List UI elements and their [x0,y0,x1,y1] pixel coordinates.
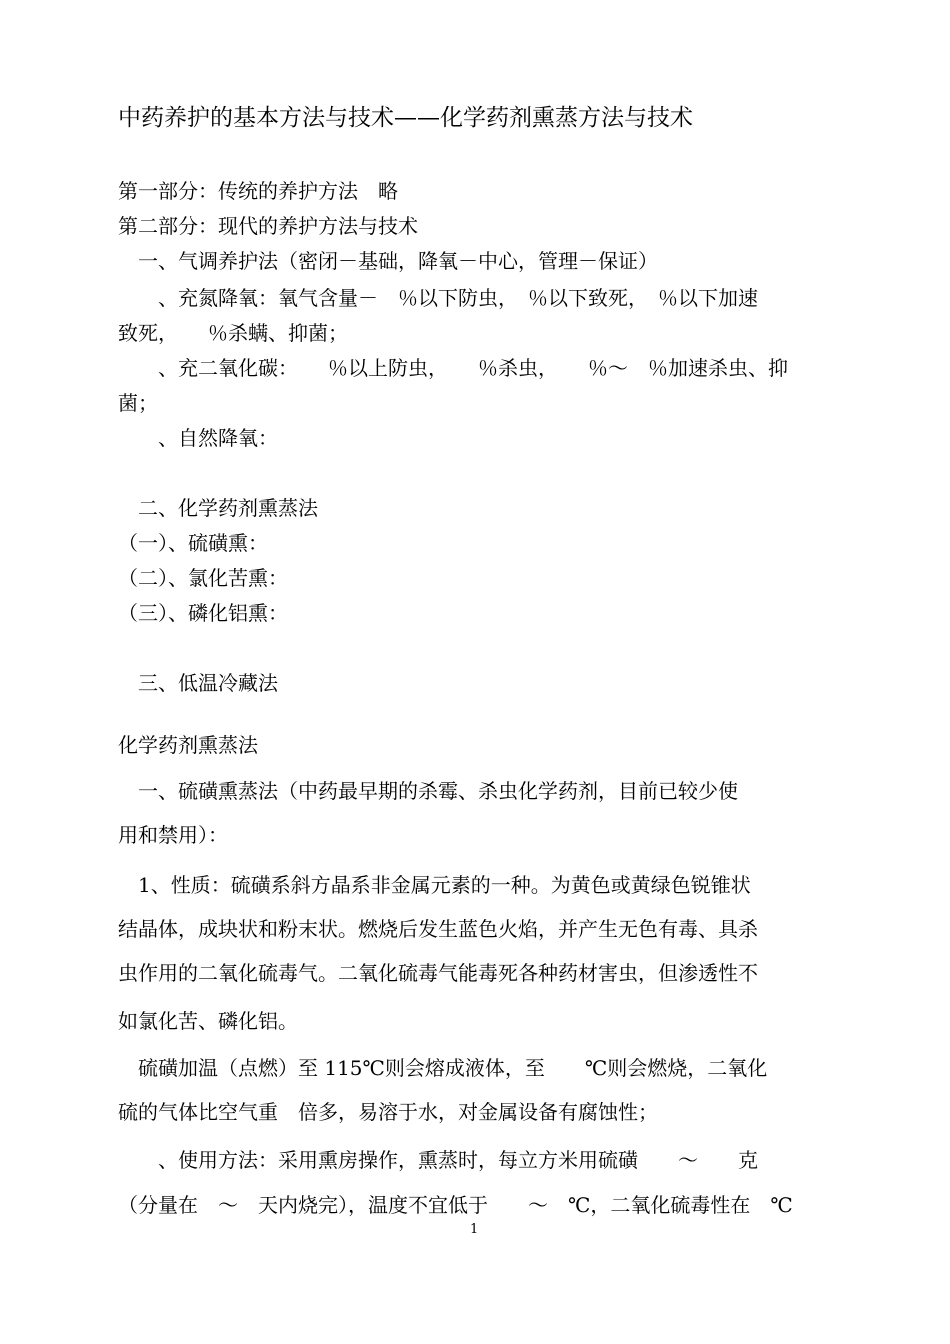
document-title: 中药养护的基本方法与技术——化学药剂熏蒸方法与技术 [118,105,693,131]
paragraph-line-heating-2: 硫的气体比空气重 倍多，易溶于水，对金属设备有腐蚀性； [118,1100,658,1124]
section-heading-chemical-fumigation: 化学药剂熏蒸法 [118,733,258,757]
text-line-controlled-atmosphere: 一、气调养护法（密闭－基础，降氧－中心，管理－保证） [118,249,658,273]
paragraph-line-usage-1: 、使用方法：采用熏房操作，熏蒸时，每立方米用硫磺 ～ 克 [118,1148,758,1172]
text-line-aluminum-phosphide: （三）、磷化铝熏： [118,601,288,625]
text-line-part-one: 第一部分：传统的养护方法 略 [118,179,398,203]
text-line-chloropicrin: （二）、氯化苦熏： [118,566,288,590]
text-line-cold-storage: 三、低温冷藏法 [118,671,278,695]
text-line-nitrogen-cont: 致死， ％杀螨、抑菌； [118,321,348,345]
paragraph-line-sulfur-method: 一、硫磺熏蒸法（中药最早期的杀霉、杀虫化学药剂，目前已较少使 [118,779,738,803]
paragraph-line-sulfur-method-cont: 用和禁用）： [118,823,228,847]
paragraph-line-properties-2: 结晶体，成块状和粉末状。燃烧后发生蓝色火焰，并产生无色有毒、具杀 [118,917,758,941]
paragraph-line-properties-3: 虫作用的二氧化硫毒气。二氧化硫毒气能毒死各种药材害虫，但渗透性不 [118,961,758,985]
text-line-carbon-dioxide-cont: 菌； [118,391,158,415]
text-line-natural-oxygen: 、自然降氧： [118,426,278,450]
page-number: 1 [470,1222,479,1237]
text-line-chemical-fumigation: 二、化学药剂熏蒸法 [118,496,318,520]
text-line-nitrogen: 、充氮降氧：氧气含量－ ％以下防虫， ％以下致死， ％以下加速 [118,286,758,310]
text-line-sulfur: （一）、硫磺熏： [118,531,268,555]
paragraph-line-usage-2: （分量在 ～ 天内烧完），温度不宜低于 ～ ℃，二氧化硫毒性在 ℃ [118,1193,793,1217]
paragraph-line-properties-1: 1、性质：硫磺系斜方晶系非金属元素的一种。为黄色或黄绿色锐锥状 [118,873,751,897]
paragraph-line-heating-1: 硫磺加温（点燃）至 115℃则会熔成液体，至 ℃则会燃烧，二氧化 [118,1056,768,1080]
paragraph-line-properties-4: 如氯化苦、磷化铝。 [118,1009,298,1033]
text-line-part-two: 第二部分：现代的养护方法与技术 [118,214,418,238]
text-line-carbon-dioxide: 、充二氧化碳： ％以上防虫， ％杀虫， ％～ ％加速杀虫、抑 [118,356,788,380]
